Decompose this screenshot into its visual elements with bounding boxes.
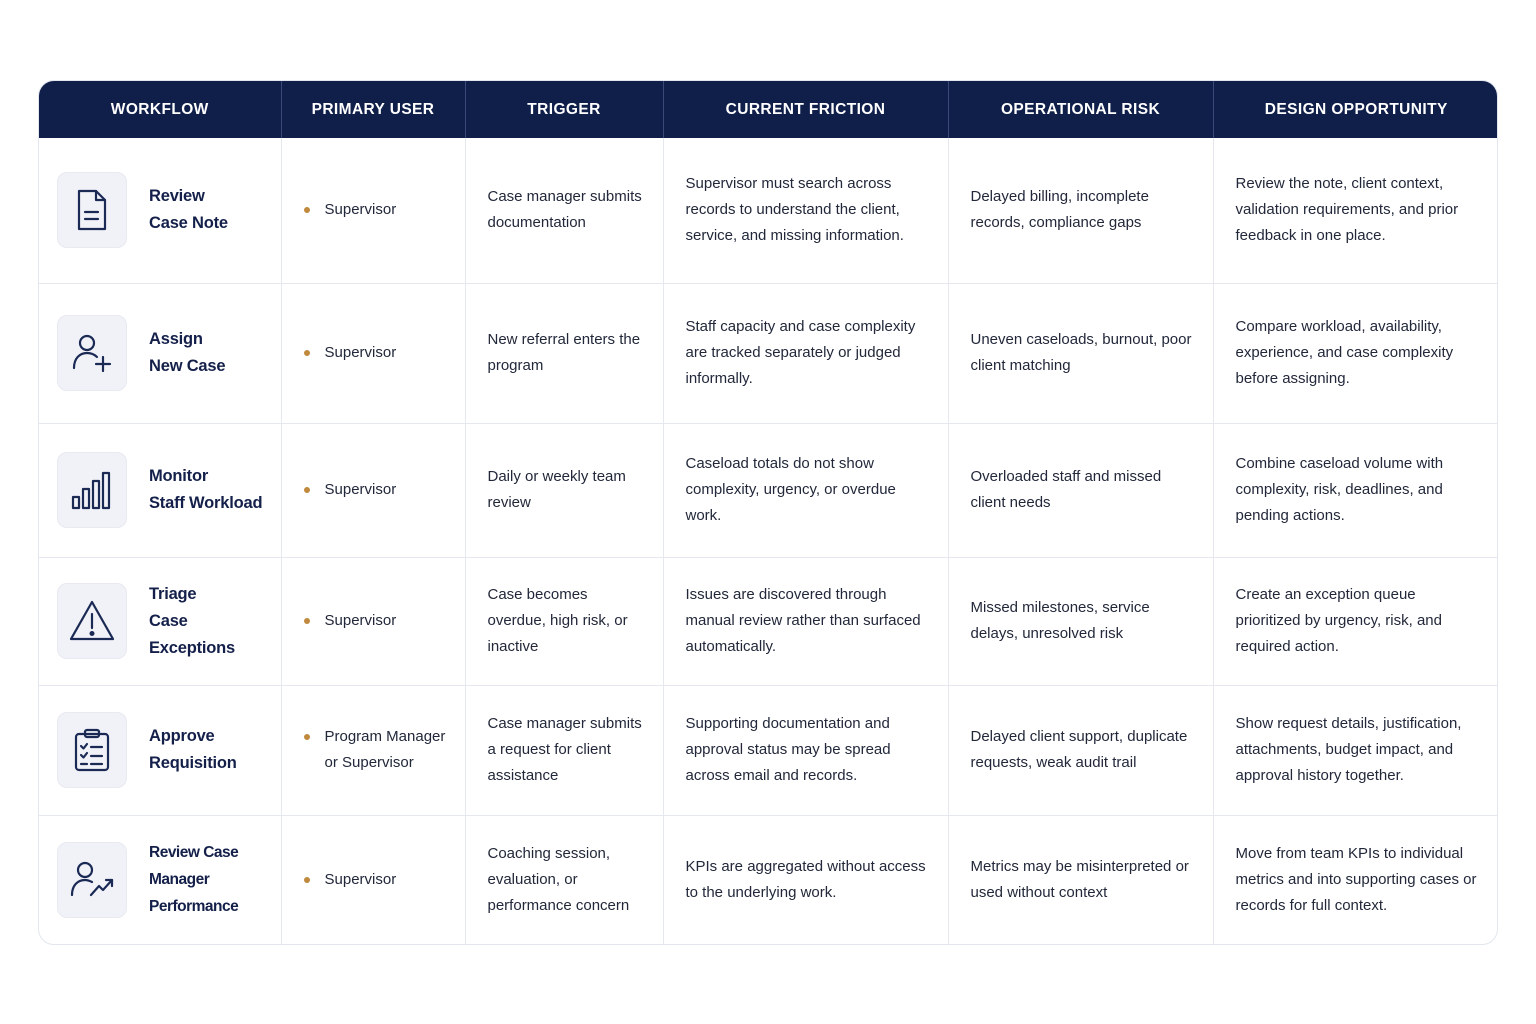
primary-user-cell: Supervisor bbox=[281, 815, 465, 944]
header-trigger: TRIGGER bbox=[465, 81, 663, 138]
table-row bbox=[39, 557, 1498, 685]
bullet-dot bbox=[304, 487, 310, 493]
primary-user-cell: Program Manager or Supervisor bbox=[281, 685, 465, 815]
friction-cell: Supporting documentation and approval status may be spread across email and records. bbox=[663, 685, 948, 815]
bullet-dot bbox=[304, 350, 310, 356]
bullet-dot bbox=[304, 207, 310, 213]
trigger-cell: Daily or weekly team review bbox=[465, 423, 663, 557]
header-design-opportunity: DESIGN OPPORTUNITY bbox=[1264, 100, 1448, 118]
workflow-title: Triage Case Exceptions bbox=[149, 584, 236, 657]
risk-cell: Delayed billing, incomplete records, compliance gaps bbox=[948, 138, 1213, 283]
opportunity-cell: Combine caseload volume with complexity, risk, deadlines, and pending actions. bbox=[1213, 423, 1498, 557]
risk-cell: Metrics may be misinterpreted or used without context bbox=[948, 815, 1213, 944]
user-trend-icon bbox=[57, 842, 127, 918]
friction-cell: Staff capacity and case complexity are tracked separately or judged informally. bbox=[663, 283, 948, 423]
warning-icon bbox=[57, 583, 127, 659]
workflow-title: Approve Requisition bbox=[149, 727, 237, 772]
table-row bbox=[39, 423, 1498, 557]
opportunity-cell: Compare workload, availability, experience, and case complexity before assigning. bbox=[1213, 283, 1498, 423]
friction-cell: Caseload totals do not show complexity, urgency, or overdue work. bbox=[663, 423, 948, 557]
risk-cell: Missed milestones, service delays, unresolved risk bbox=[948, 557, 1213, 685]
risk-cell: Overloaded staff and missed client needs bbox=[948, 423, 1213, 557]
friction-cell: KPIs are aggregated without access to the underlying work. bbox=[663, 815, 948, 944]
header-primary-user: PRIMARY USER bbox=[281, 81, 465, 138]
workflow-grid bbox=[39, 81, 1498, 944]
header-workflow: WORKFLOW bbox=[39, 81, 281, 138]
trigger-cell: Case manager submits documentation bbox=[465, 138, 663, 283]
workflow-title: Review Case Manager Performance bbox=[149, 844, 239, 916]
clipboard-checklist-icon bbox=[57, 712, 127, 788]
workflow-cell bbox=[39, 423, 281, 557]
risk-cell: Delayed client support, duplicate requests, weak audit trail bbox=[948, 685, 1213, 815]
header-row bbox=[39, 81, 1498, 138]
workflow-cell bbox=[39, 815, 281, 944]
workflow-cell bbox=[39, 138, 281, 283]
opportunity-cell: Review the note, client context, validation requirements, and prior feedback in one place. bbox=[1213, 138, 1498, 283]
header-current-friction: CURRENT FRICTION bbox=[663, 81, 948, 138]
bullet-dot bbox=[304, 734, 310, 740]
primary-user-cell: Supervisor bbox=[281, 423, 465, 557]
table-row bbox=[39, 815, 1498, 944]
trigger-cell: Case becomes overdue, high risk, or inactive bbox=[465, 557, 663, 685]
table-row bbox=[39, 685, 1498, 815]
primary-user-cell: Supervisor bbox=[281, 138, 465, 283]
table-row bbox=[39, 283, 1498, 423]
workflow-title: Review Case Note bbox=[149, 187, 228, 233]
workflow-table bbox=[38, 80, 1498, 945]
workflow-cell bbox=[39, 283, 281, 423]
workflow-title: Monitor Staff Workload bbox=[149, 467, 263, 512]
risk-cell: Uneven caseloads, burnout, poor client matching bbox=[948, 283, 1213, 423]
friction-cell: Supervisor must search across records to understand the client, service, and missing information. bbox=[663, 138, 948, 283]
trigger-cell: Case manager submits a request for client assistance bbox=[465, 685, 663, 815]
trigger-cell: New referral enters the program bbox=[465, 283, 663, 423]
header-operational-risk: OPERATIONAL RISK bbox=[948, 81, 1213, 138]
document-icon bbox=[57, 172, 127, 248]
friction-cell: Issues are discovered through manual review rather than surfaced automatically. bbox=[663, 557, 948, 685]
primary-user-cell: Supervisor bbox=[281, 283, 465, 423]
bullet-dot bbox=[304, 877, 310, 883]
opportunity-cell: Create an exception queue prioritized by urgency, risk, and required action. bbox=[1213, 557, 1498, 685]
primary-user-cell: Supervisor bbox=[281, 557, 465, 685]
opportunity-cell: Move from team KPIs to individual metrics and into supporting cases or records for full context. bbox=[1235, 844, 1477, 914]
workflow-title: Assign New Case bbox=[149, 330, 226, 375]
workflow-cell bbox=[39, 557, 281, 685]
bullet-dot bbox=[304, 618, 310, 624]
trigger-cell: Coaching session, evaluation, or performance concern bbox=[465, 815, 663, 944]
bar-chart-icon bbox=[57, 452, 127, 528]
table-row bbox=[39, 138, 1498, 283]
add-user-icon bbox=[57, 315, 127, 391]
opportunity-cell: Show request details, justification, attachments, budget impact, and approval history together. bbox=[1213, 685, 1498, 815]
workflow-cell bbox=[39, 685, 281, 815]
